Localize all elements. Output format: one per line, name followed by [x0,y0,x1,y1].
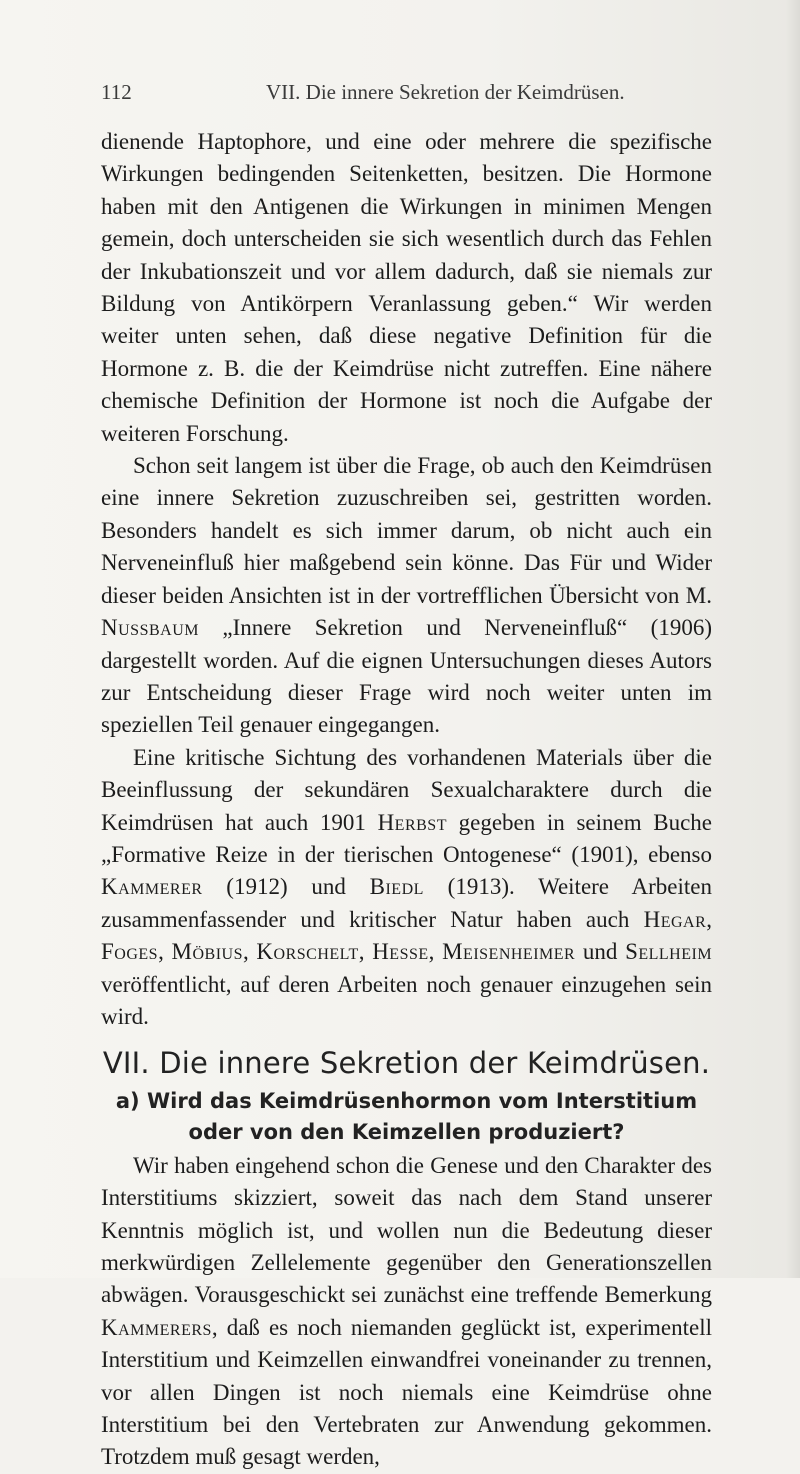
paragraphs-top [101,126,712,1033]
author-name: Kammerer [101,874,203,900]
text-run: , [706,906,712,932]
author-name: Hegar [643,906,707,932]
author-name: Biedl [369,874,424,900]
page-number: 112 [101,80,132,104]
author-name: Korschelt [256,939,359,965]
text-run: veröffentlicht, auf deren Arbeiten noch genauer einzugehen sein wird. [101,971,712,1029]
author-name: Foges [101,939,159,965]
author-name: Herbst [377,809,447,835]
paragraph-p4 [101,1150,712,1474]
text-run: Wir haben eingehend schon die Genese und den Charakter des Interstitiums skizziert, soweit das nach dem Stand unserer Kenntnis möglich ist, und wollen nun die Bedeutung dieser merkwürdigen Zellelemente gegenüber den Generationszellen abwägen. Vorausgeschickt sei zunächst eine treffende Bemerkung [101,1152,712,1308]
section-heading: a) Wird das Keimdrüsenhormon vom Interstitium oder von den Keimzellen produziert? [115,1088,698,1144]
text-run: , [428,939,443,965]
body-text [101,126,712,1474]
running-title: VII. Die innere Sekretion der Keimdrüsen. [266,80,625,104]
chapter-heading: VII. Die innere Sekretion der Keimdrüsen. [102,1046,711,1081]
author-name: Sellheim [625,939,713,965]
author-name: Kammerers [101,1314,212,1340]
text-run: , [242,939,257,965]
text-run: (1913). Weitere Arbeiten zusammenfassender und kritischer Natur haben auch [101,874,712,932]
author-name: Meisenheimer [442,939,576,965]
author-name: Nussbaum [101,615,199,641]
text-run: (1912) und [202,874,370,900]
text-run: , daß es noch niemanden geglückt ist, experimentell Interstitium und Keimzellen einwandfrei voneinander zu trennen, vor allen Dingen ist noch niemals eine Keimdrüse ohne Interstitium bei den Vertebraten zur Anwendung gekommen. Trotzdem muß gesagt werden, [101,1314,712,1470]
text-run: , [358,939,373,965]
text-run: dienende Haptophore, und eine oder mehrere die spezifische Wirkungen bedingenden Seitenketten, besitzen. Die Hormone haben mit den Antigenen die Wirkungen in minimen Mengen gemein, doch unterscheiden sie sich wesentlich durch das Fehlen der Inkubationszeit und vor allem dadurch, daß sie niemals zur Bildung von Antikörpern Veranlassung geben.“ Wir werden weiter unten sehen, daß diese negative Definition für die Hormone z. B. die der Keimdrüse nicht zutreffen. Eine nähere chemische Definition der Hormone ist noch die Aufgabe der weiteren Forschung. [101,129,712,446]
running-head [101,80,711,110]
author-name: Möbius [171,939,243,965]
text-run: Schon seit langem ist über die Frage, ob auch den Keimdrüsen eine innere Sekretion zuzuschreiben sei, gestritten worden. Besonders handelt es sich immer darum, ob nicht auch ein Nerveneinfluß hier maßgebend sein könne. Das Für und Wider dieser beiden Ansichten ist in der vortrefflichen Übersicht von M. [101,453,712,608]
paragraphs-bottom [101,1150,712,1474]
text-run: , [158,939,172,965]
paragraph-p2 [101,450,712,742]
author-name: Hesse [372,939,429,965]
page-edge-shadow [786,0,800,1278]
paragraph-p3 [101,742,712,1034]
text-run: und [575,939,626,965]
text-run: gegeben in seinem Buche „Formative Reize in der tierischen Ontogenese“ (1901), ebenso [101,809,713,867]
text-run: „Innere Sekretion und Nerveneinfluß“ (1906) dargestellt worden. Auf die eignen Untersuchungen dieses Autors zur Entscheidung dieser Frage wird noch weiter unten im speziellen Teil genauer eingegangen. [101,615,712,738]
text-run: Eine kritische Sichtung des vorhandenen Materials über die Beeinflussung der sekundären Sexualcharaktere durch die Keimdrüsen hat auch 1901 [101,744,712,835]
paragraph-p1 [101,126,712,450]
